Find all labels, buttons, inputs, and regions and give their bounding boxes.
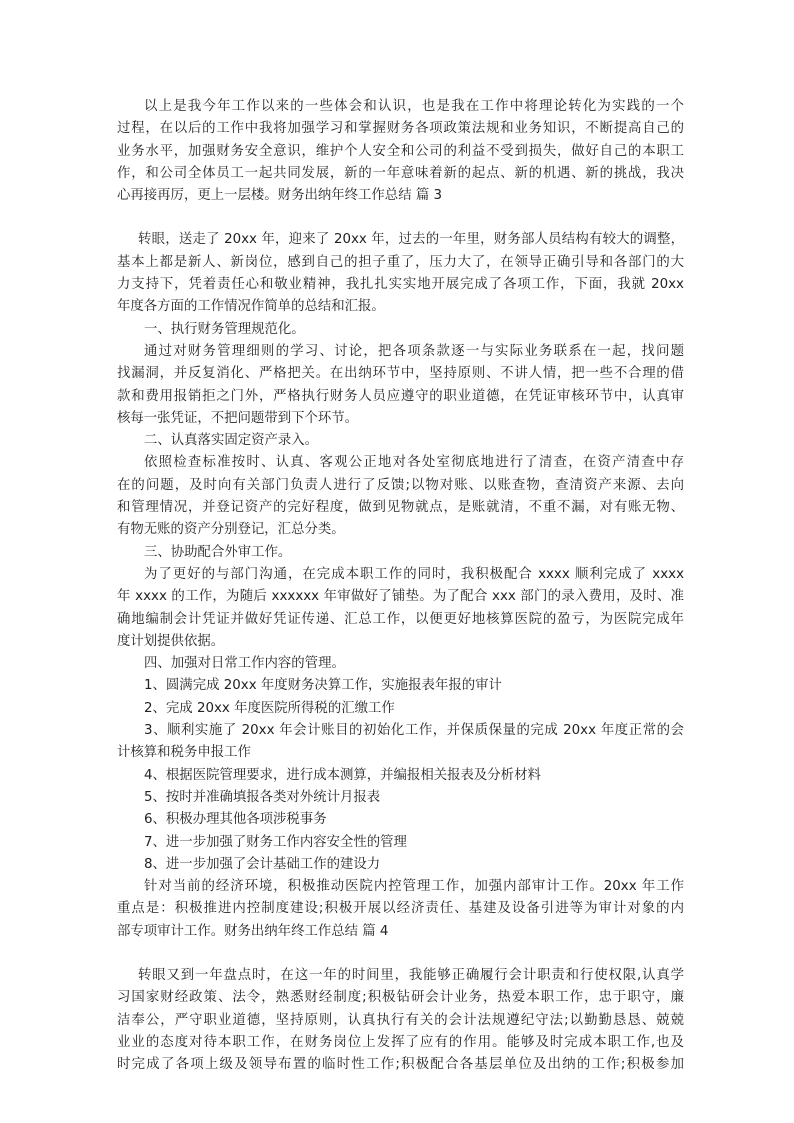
list-item-continuation: 计核算和税务申报工作 bbox=[117, 745, 251, 761]
paragraph-section-3-intro bbox=[117, 229, 684, 318]
list-item: 1、圆满完成 20xx 年度财务决算工作，实施报表年报的审计 bbox=[144, 678, 502, 694]
text-line: 基本上都是新人、新岗位，感到自己的担子重了，压力大了，在领导正确引导和各部门的大 bbox=[117, 254, 684, 270]
text-line: 确地编制会计凭证并做好凭证传递、汇总工作，以便更好地核算医院的盈亏，为医院完成年 bbox=[117, 611, 684, 627]
paragraph-section-4-intro bbox=[117, 965, 684, 1076]
document-page bbox=[117, 96, 684, 1076]
list-item: 2、完成 20xx 年度医院所得税的汇缴工作 bbox=[144, 700, 395, 716]
text-line: 通过对财务管理细则的学习、讨论，把各项条款逐一与实际业务联系在一起，找问题 bbox=[144, 343, 684, 359]
list-item: 6、积极办理其他各项涉税事务 bbox=[144, 812, 327, 828]
text-line: 年度各方面的工作情况作简单的总结和汇报。 bbox=[117, 299, 385, 315]
paragraph-2 bbox=[117, 452, 684, 541]
list-item: 7、进一步加强了财务工作内容安全性的管理 bbox=[144, 834, 407, 850]
text-line: 有物无账的资产分别登记，汇总分类。 bbox=[117, 522, 345, 538]
list-item: 4、根据医院管理要求，进行成本测算，并编报相关报表及分析材料 bbox=[144, 767, 541, 783]
text-line: 力支持下，凭着责任心和敬业精神，我扎扎实实地开展完成了各项工作，下面，我就 20xx bbox=[117, 277, 684, 293]
paragraph-section-2-conclusion bbox=[117, 96, 684, 207]
text-line: 针对当前的经济环境，积极推动医院内控管理工作，加强内部审计工作。20xx 年工作 bbox=[144, 879, 684, 895]
text-line: 业业的态度对待本职工作，在财务岗位上发挥了应有的作用。能够及时完成本职工作,也及 bbox=[117, 1034, 684, 1050]
list-item: 5、按时并准确填报各类对外统计月报表 bbox=[144, 789, 381, 805]
paragraph-1 bbox=[117, 341, 684, 430]
paragraph-5 bbox=[117, 876, 684, 943]
text-line: 为了更好的与部门沟通，在完成本职工作的同时，我积极配合 xxxx 顺利完成了 xxxx bbox=[144, 566, 684, 582]
list-item: 8、进一步加强了会计基础工作的建设力 bbox=[144, 856, 381, 872]
section-heading-4: 四、加强对日常工作内容的管理。 bbox=[144, 656, 345, 672]
list-4 bbox=[117, 675, 684, 876]
text-line: 洁奉公，严守职业道德，坚持原则，认真执行有关的会计法规遵纪守法;以勤勤恳恳、兢兢 bbox=[117, 1012, 684, 1028]
text-line: 转眼，送走了 20xx 年，迎来了 20xx 年，过去的一年里，财务部人员结构有较大的调整， bbox=[138, 232, 684, 248]
text-line: 心再接再厉，更上一层楼。财务出纳年终工作总结 篇 3 bbox=[117, 188, 443, 204]
text-line: 款和费用报销拒之门外，严格执行财务人员应遵守的职业道德，在凭证审核环节中，认真审 bbox=[117, 388, 684, 404]
text-line: 以上是我今年工作以来的一些体会和认识，也是我在工作中将理论转化为实践的一个 bbox=[144, 99, 684, 114]
paragraph-3 bbox=[117, 564, 684, 653]
text-line: 年 xxxx 的工作，为随后 xxxxxx 年审做好了铺垫。为了配合 xxx 部门的录入费用，及时、准 bbox=[117, 589, 684, 605]
text-line: 部专项审计工作。财务出纳年终工作总结 篇 4 bbox=[117, 923, 389, 939]
text-line: 业务水平，加强财务安全意识，维护个人安全和公司的利益不受到损失，做好自己的本职工 bbox=[117, 143, 684, 159]
text-line: 转眼又到一年盘点时，在这一年的时间里，我能够正确履行会计职责和行使权限,认真学 bbox=[138, 967, 684, 983]
list-item: 3、顺利实施了 20xx 年会计账目的初始化工作，并保质保量的完成 20xx 年度正常的会 bbox=[144, 723, 684, 739]
section-heading-1: 一、执行财务管理规范化。 bbox=[144, 321, 305, 337]
text-line: 核每一张凭证，不把问题带到下个环节。 bbox=[117, 410, 359, 426]
section-heading-2: 二、认真落实固定资产录入。 bbox=[144, 433, 319, 449]
text-line: 重点是：积极推进内控制度建设;积极开展以经济责任、基建及设备引进等为审计对象的内 bbox=[117, 901, 684, 917]
text-line: 找漏洞，并反复消化、严格把关。在出纳环节中，坚持原则、不讲人情，把一些不合理的借 bbox=[117, 366, 684, 382]
text-line: 在的问题，及时向有关部门负责人进行了反馈;以物对账、以账查物，查清资产来源、去向 bbox=[117, 477, 684, 493]
text-line: 习国家财经政策、法令，熟悉财经制度;积极钻研会计业务，热爱本职工作，忠于职守，廉 bbox=[117, 990, 684, 1006]
section-heading-3: 三、协助配合外审工作。 bbox=[144, 544, 292, 560]
text-line: 时完成了各项上级及领导布置的临时性工作;积极配合各基层单位及出纳的工作;积极参加 bbox=[117, 1057, 684, 1073]
text-line: 依照检查标准按时、认真、客观公正地对各处室彻底地进行了清查，在资产清查中存 bbox=[144, 455, 684, 471]
text-line: 度计划提供依据。 bbox=[117, 633, 225, 649]
text-line: 过程，在以后的工作中我将加强学习和掌握财务各项政策法规和业务知识，不断提高自己的 bbox=[117, 121, 684, 137]
text-line: 和管理情况，并登记资产的完好程度，做到见物就点，是账就清，不重不漏，对有账无物、 bbox=[117, 500, 684, 516]
text-line: 作，和公司全体员工一起共同发展，新的一年意味着新的起点、新的机遇、新的挑战，我决 bbox=[117, 165, 684, 181]
